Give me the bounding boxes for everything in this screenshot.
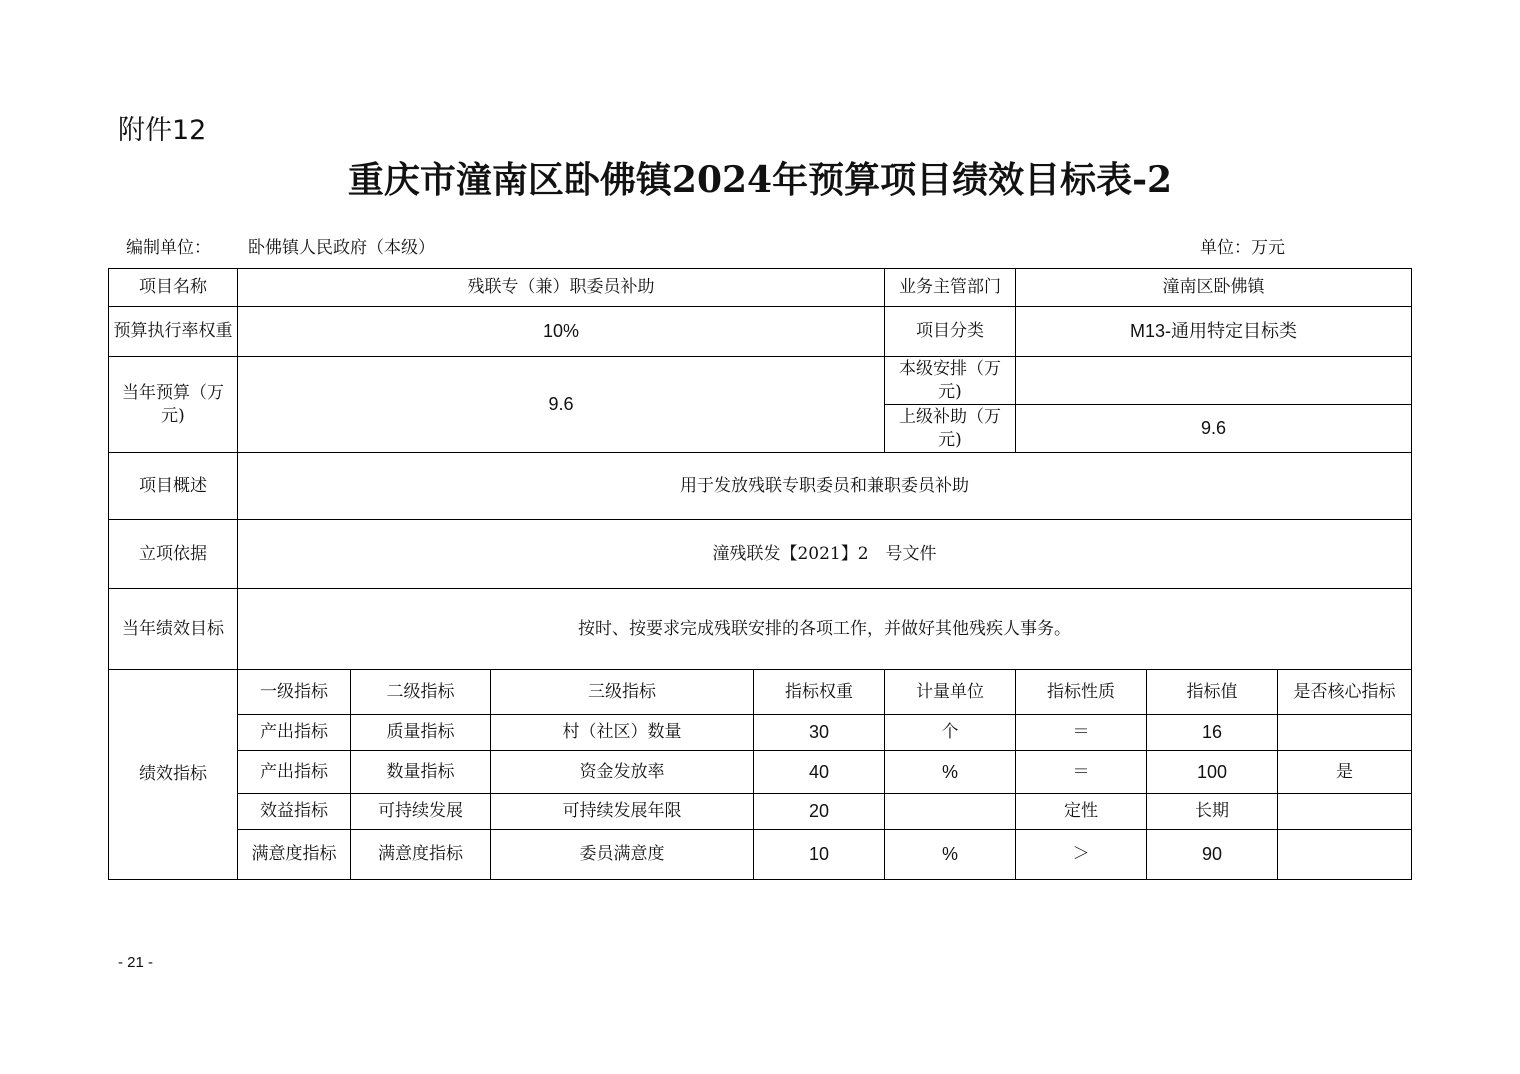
project-name-value: 残联专（兼）职委员补助 <box>238 269 885 307</box>
basis-value: 潼残联发【2021】2 号文件 <box>238 520 1412 589</box>
header-cell: 计量单位 <box>885 670 1016 715</box>
org-value: 卧佛镇人民政府（本级） <box>248 238 435 258</box>
row-overview <box>109 453 1412 520</box>
indicators-label: 绩效指标 <box>109 670 238 880</box>
table-cell: 效益指标 <box>238 794 351 830</box>
exec-weight-value: 10% <box>238 307 885 357</box>
table-cell <box>1278 830 1412 880</box>
table-cell: 16 <box>1147 715 1278 751</box>
table-cell <box>1278 794 1412 830</box>
local-label: 本级安排（万元) <box>885 357 1016 405</box>
table-cell: % <box>885 830 1016 880</box>
page-number: - 21 - <box>118 954 154 971</box>
table-cell: 数量指标 <box>351 751 491 794</box>
table-cell: 产出指标 <box>238 715 351 751</box>
row-exec-weight <box>109 307 1412 357</box>
exec-weight-label: 预算执行率权重 <box>109 307 238 357</box>
org-label: 编制单位： <box>126 238 211 258</box>
table-cell: 满意度指标 <box>351 830 491 880</box>
table-cell: 是 <box>1278 751 1412 794</box>
indicator-header-row <box>109 670 1412 715</box>
table-cell: 30 <box>754 715 885 751</box>
local-value <box>1016 357 1412 405</box>
table-cell: 40 <box>754 751 885 794</box>
table-cell: 定性 <box>1016 794 1147 830</box>
table-cell: 产出指标 <box>238 751 351 794</box>
goal-label: 当年绩效目标 <box>109 589 238 670</box>
row-project-name <box>109 269 1412 307</box>
table-row <box>109 830 1412 880</box>
header-cell: 指标性质 <box>1016 670 1147 715</box>
project-name-label: 项目名称 <box>109 269 238 307</box>
table-cell: 20 <box>754 794 885 830</box>
table-cell: 质量指标 <box>351 715 491 751</box>
header-cell: 是否核心指标 <box>1278 670 1412 715</box>
table-cell: 满意度指标 <box>238 830 351 880</box>
page-title: 重庆市潼南区卧佛镇2024年预算项目绩效目标表-2 <box>347 159 1173 201</box>
table-row <box>109 751 1412 794</box>
row-basis <box>109 520 1412 589</box>
budget-value: 9.6 <box>238 357 885 453</box>
header-cell: 二级指标 <box>351 670 491 715</box>
table-cell: 10 <box>754 830 885 880</box>
table-cell: ＝ <box>1016 715 1147 751</box>
table-cell: % <box>885 751 1016 794</box>
table-cell: 委员满意度 <box>491 830 754 880</box>
header-cell: 指标权重 <box>754 670 885 715</box>
table-cell <box>885 794 1016 830</box>
category-value: M13-通用特定目标类 <box>1016 307 1412 357</box>
unit-label: 单位：万元 <box>1200 238 1285 258</box>
row-goal <box>109 589 1412 670</box>
table-cell <box>1278 715 1412 751</box>
overview-label: 项目概述 <box>109 453 238 520</box>
table-cell: 可持续发展 <box>351 794 491 830</box>
table-cell: 90 <box>1147 830 1278 880</box>
table-cell: 100 <box>1147 751 1278 794</box>
basis-label: 立项依据 <box>109 520 238 589</box>
table-cell: 可持续发展年限 <box>491 794 754 830</box>
table-cell: ＝ <box>1016 751 1147 794</box>
row-budget-local <box>109 357 1412 405</box>
table-cell: 村（社区）数量 <box>491 715 754 751</box>
category-label: 项目分类 <box>885 307 1016 357</box>
table-cell: ＞ <box>1016 830 1147 880</box>
superior-value: 9.6 <box>1016 405 1412 453</box>
overview-value: 用于发放残联专职委员和兼职委员补助 <box>238 453 1412 520</box>
header-cell: 指标值 <box>1147 670 1278 715</box>
performance-table <box>108 268 1412 880</box>
table-cell: 资金发放率 <box>491 751 754 794</box>
table-cell: 长期 <box>1147 794 1278 830</box>
table-row <box>109 715 1412 751</box>
dept-label: 业务主管部门 <box>885 269 1016 307</box>
superior-label: 上级补助（万元) <box>885 405 1016 453</box>
table-row <box>109 794 1412 830</box>
budget-label: 当年预算（万元) <box>109 357 238 453</box>
header-cell: 三级指标 <box>491 670 754 715</box>
header-cell: 一级指标 <box>238 670 351 715</box>
goal-value: 按时、按要求完成残联安排的各项工作，并做好其他残疾人事务。 <box>238 589 1412 670</box>
dept-value: 潼南区卧佛镇 <box>1016 269 1412 307</box>
table-cell: 个 <box>885 715 1016 751</box>
attachment-label: 附件12 <box>118 115 207 146</box>
